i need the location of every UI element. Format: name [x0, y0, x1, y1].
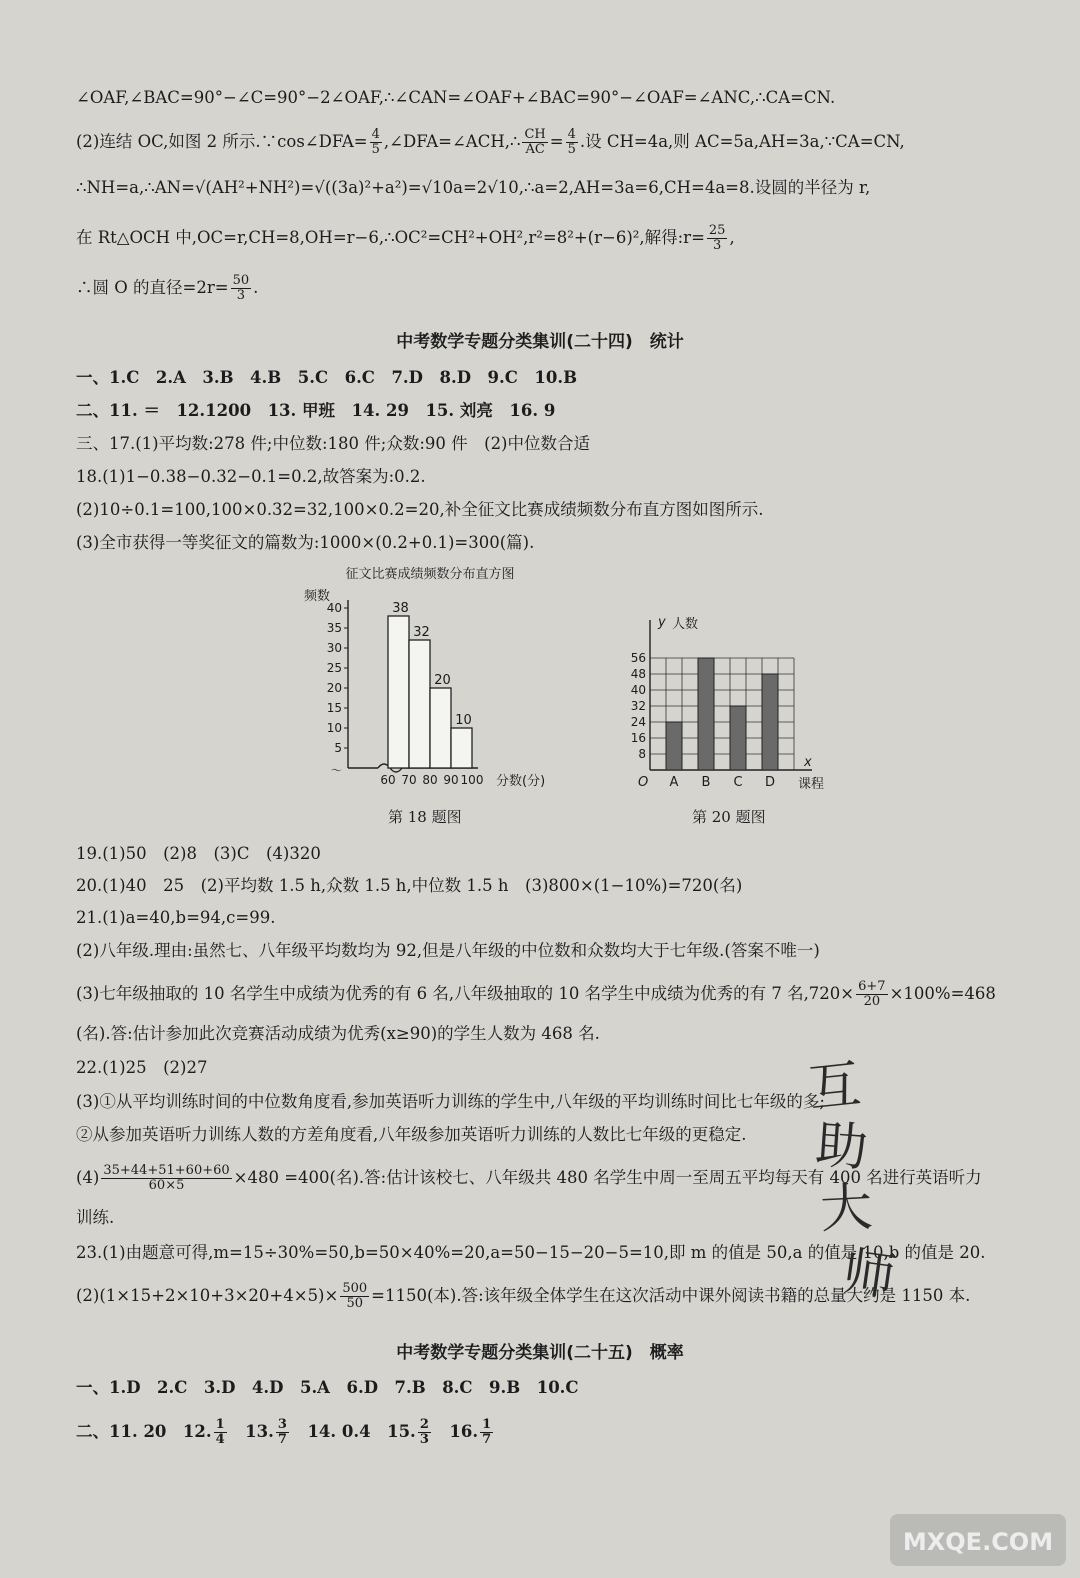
bar: [730, 706, 746, 770]
answer-line: (3)七年级抽取的 10 名学生中成绩为优秀的有 6 名,八年级抽取的 10 名学生中成绩为优秀的有 7 名,720× $\frac{6+7}{20}$ ×100%=468: [76, 979, 996, 1009]
fraction: $\frac{2}{3}$: [419, 1417, 429, 1447]
text-line: (2)连结 OC,如图 2 所示.∵cos∠DFA= $\frac{4}{5}$ ,∠DFA=∠ACH,∴ $\frac{CH}{AC}$ = $\frac{4}{5}$ .设 CH=4a,则 AC=5a,AH=3a,∵CA=CN,: [76, 127, 905, 157]
y-tick-label: 48: [630, 667, 646, 681]
y-tick-label: 20: [326, 681, 342, 695]
y-tick-label: 40: [326, 601, 342, 615]
answer-line: 一、1.C 2.A 3.B 4.B 5.C 6.C 7.D 8.D 9.C 10.B: [76, 368, 578, 387]
answer-line: 二、11. ＝ 12.1200 13. 甲班 14. 29 15. 刘亮 16. 9: [76, 401, 556, 420]
section-title: 中考数学专题分类集训(二十四) 统计: [396, 332, 684, 352]
x-tick-label: 100: [460, 773, 484, 787]
histogram-figure-18: [300, 560, 560, 800]
answer-line: (名).答:估计参加此次竞赛活动成绩为优秀(x≥90)的学生人数为 468 名.: [76, 1024, 600, 1043]
x-axis-letter: x: [804, 755, 812, 770]
handwriting-char: 大: [818, 1177, 874, 1241]
text-line: 在 Rt△OCH 中,OC=r,CH=8,OH=r−6,∴OC²=CH²+OH²,r²=8²+(r−6)²,解得:r= $\frac{25}{3}$ ,: [76, 223, 735, 253]
x-tick-label: C: [733, 775, 743, 790]
bar-data-label: 32: [413, 625, 430, 640]
origin-label: O: [638, 775, 649, 790]
y-tick-label: 32: [630, 699, 646, 713]
bar-data-label: 38: [392, 601, 409, 616]
bar-chart-figure-20: [620, 610, 840, 800]
fraction: $\frac{6+7}{20}$: [858, 979, 886, 1009]
bar: [698, 658, 714, 770]
fraction: $\frac{50}{3}$: [232, 273, 250, 303]
y-axis-label: 频数: [304, 589, 331, 604]
answer-line: (2)(1×15+2×10+3×20+4×5)× $\frac{500}{50}$ =1150(本).答:该年级全体学生在这次活动中课外阅读书籍的总量大约是 1150 本.: [76, 1281, 971, 1311]
axis-break-mark: 〜: [331, 764, 342, 777]
y-tick-label: 16: [630, 731, 646, 745]
y-tick-label: 24: [630, 715, 646, 729]
histogram-bar: [388, 616, 409, 768]
bar-data-label: 10: [455, 713, 472, 728]
answer-line: 20.(1)40 25 (2)平均数 1.5 h,众数 1.5 h,中位数 1.5 h (3)800×(1−10%)=720(名): [76, 876, 743, 895]
handwriting-char: 助: [813, 1115, 870, 1179]
fraction: $\frac{1}{7}$: [482, 1417, 492, 1447]
fraction: $\frac{25}{3}$: [708, 223, 726, 253]
answer-line: 18.(1)1−0.38−0.32−0.1=0.2,故答案为:0.2.: [76, 467, 426, 486]
watermark-logo: [888, 1510, 1068, 1570]
figure-caption: 第 20 题图: [692, 808, 766, 826]
x-tick-label: B: [701, 775, 711, 790]
x-axis-label: 分数(分): [496, 774, 546, 789]
fraction: $\frac{4}{5}$: [371, 127, 380, 157]
answer-line: ②从参加英语听力训练人数的方差角度看,八年级参加英语听力训练的人数比七年级的更稳定.: [76, 1125, 747, 1144]
answer-line: (4) $\frac{35+44+51+60+60}{60\times 5}$ ×480 =400(名).答:估计该校七、八年级共 480 名学生中周一至周五平均每天有 400 名进行英语听力: [76, 1163, 982, 1193]
figure-caption: 第 18 题图: [388, 808, 462, 826]
answer-line: (3)全市获得一等奖征文的篇数为:1000×(0.2+0.1)=300(篇).: [76, 533, 535, 552]
svg-text:MXQE.COM: MXQE.COM: [902, 1528, 1054, 1556]
histogram-bar: [409, 640, 430, 768]
bar: [762, 674, 778, 770]
y-axis-letter: y: [658, 615, 666, 630]
x-tick-label: 70: [401, 773, 417, 787]
answer-line: 二、11. 20 12. $\frac{1}{4}$ 13. $\frac{3}{7}$ 14. 0.4 15. $\frac{2}{3}$ 16. $\frac{1}{7}$: [76, 1417, 492, 1447]
handwriting-char: 师: [839, 1241, 900, 1309]
x-axis-label: 课程: [798, 777, 825, 792]
x-tick-label: D: [764, 775, 776, 790]
x-tick-label: 90: [443, 773, 459, 787]
answer-line: 21.(1)a=40,b=94,c=99.: [76, 908, 276, 927]
histogram-bar: [451, 728, 472, 768]
text-line: ∴NH=a,∴AN=√(AH²+NH²)=√((3a)²+a²)=√10a=2√10,∴a=2,AH=3a=6,CH=4a=8.设圆的半径为 r,: [76, 178, 871, 197]
y-tick-label: 5: [334, 741, 342, 755]
text-line: ∠OAF,∠BAC=90°−∠C=90°−2∠OAF,∴∠CAN=∠OAF+∠BAC=90°−∠OAF=∠ANC,∴CA=CN.: [76, 88, 836, 107]
answer-line: (2)10÷0.1=100,100×0.32=32,100×0.2=20,补全征文比赛成绩频数分布直方图如图所示.: [76, 500, 764, 519]
y-tick-label: 10: [326, 721, 342, 735]
chart-title: 征文比赛成绩频数分布直方图: [345, 567, 515, 582]
y-tick-label: 35: [326, 621, 342, 635]
bar: [666, 722, 682, 770]
fraction: $\frac{500}{50}$: [342, 1281, 368, 1311]
fraction: $\frac{35+44+51+60+60}{60\times 5}$: [103, 1163, 230, 1193]
x-tick-label: 60: [380, 773, 396, 787]
y-axis-label: 人数: [672, 617, 699, 632]
bar-data-label: 20: [434, 673, 451, 688]
histogram-bar: [430, 688, 451, 768]
answer-line: 23.(1)由题意可得,m=15÷30%=50,b=50×40%=20,a=50−15−20−5=10,即 m 的值是 50,a 的值是 10,b 的值是 20.: [76, 1243, 986, 1262]
fraction: $\frac{4}{5}$: [567, 127, 576, 157]
section-title: 中考数学专题分类集训(二十五) 概率: [396, 1343, 684, 1363]
fraction: $\frac{3}{7}$: [277, 1417, 287, 1447]
handwriting-char: 互: [805, 1054, 864, 1120]
answer-line: 三、17.(1)平均数:278 件;中位数:180 件;众数:90 件 (2)中位数合适: [76, 434, 590, 453]
y-tick-label: 8: [638, 747, 646, 761]
fraction: $\frac{1}{4}$: [215, 1417, 225, 1447]
answer-line: (3)①从平均训练时间的中位数角度看,参加英语听力训练的学生中,八年级的平均训练时间比七年级的多;: [76, 1092, 825, 1111]
y-tick-label: 15: [326, 701, 342, 715]
answer-line: 一、1.D 2.C 3.D 4.D 5.A 6.D 7.B 8.C 9.B 10.C: [76, 1378, 579, 1397]
answer-line: 训练.: [76, 1208, 115, 1227]
x-tick-label: A: [669, 775, 679, 790]
answer-line: 22.(1)25 (2)27: [76, 1058, 208, 1077]
x-tick-label: 80: [422, 773, 438, 787]
y-tick-label: 30: [326, 641, 342, 655]
y-tick-label: 40: [630, 683, 646, 697]
fraction: $\frac{CH}{AC}$: [524, 127, 546, 157]
text-line: ∴圆 O 的直径=2r= $\frac{50}{3}$ .: [76, 273, 259, 303]
y-tick-label: 56: [630, 651, 646, 665]
answer-line: 19.(1)50 (2)8 (3)C (4)320: [76, 844, 321, 863]
y-tick-label: 25: [326, 661, 342, 675]
answer-line: (2)八年级.理由:虽然七、八年级平均数均为 92,但是八年级的中位数和众数均大于七年级.(答案不唯一): [76, 941, 820, 960]
